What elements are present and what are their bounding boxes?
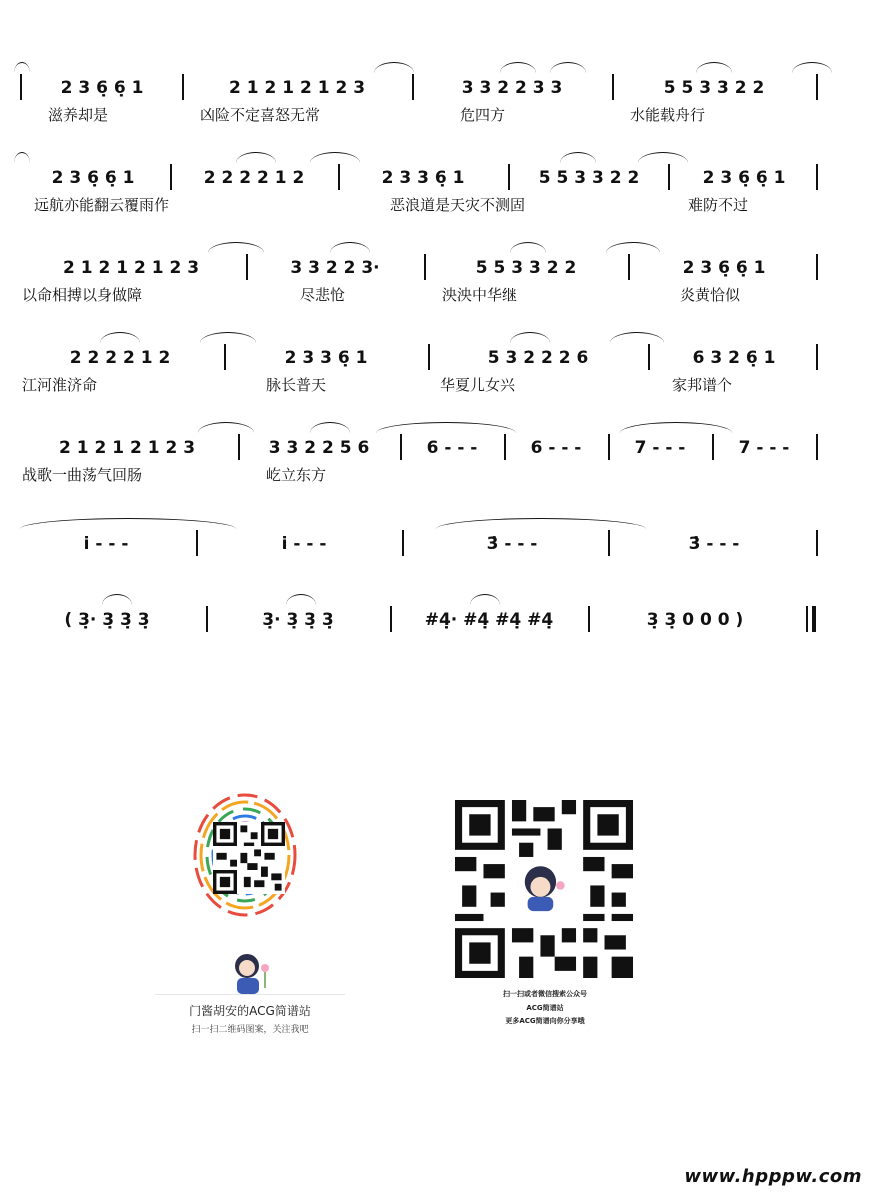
tie (500, 62, 536, 73)
wechat-qr-icon (455, 800, 633, 978)
tie (550, 62, 586, 73)
fingerprint-card (155, 780, 345, 1080)
barline (508, 164, 510, 190)
notes-row-2 (20, 166, 820, 190)
qr-caption: 扫一扫或者微信搜索公众号 (503, 990, 587, 998)
lyric: 远航亦能翻云覆雨作 (34, 196, 170, 214)
lyric: 难防不过 (688, 196, 749, 214)
barline (182, 74, 184, 100)
notes-row-7 (20, 608, 820, 632)
tie (620, 422, 732, 433)
site-subtitle: 扫一扫二维码图案，关注我吧 (191, 1025, 309, 1035)
barline (816, 344, 818, 370)
barline (648, 344, 650, 370)
tie (310, 422, 350, 433)
tie (102, 594, 132, 605)
barline (668, 164, 670, 190)
tie (436, 518, 646, 529)
lyric: 泱泱中华继 (442, 286, 518, 304)
tie (14, 62, 30, 73)
mascot-icon (227, 948, 273, 996)
barline (588, 606, 590, 632)
staff-line-3 (20, 256, 820, 306)
lyrics-row-5 (20, 464, 820, 486)
measure: 2 3 6̣ 6̣ 1 (702, 168, 786, 188)
divider (155, 994, 345, 995)
qr-code-icon (213, 822, 285, 894)
staff-line-4 (20, 346, 820, 396)
lyric: 滋养却是 (48, 106, 109, 124)
site-title: 门酱胡安的ACG简谱站 (189, 1004, 311, 1018)
lyric: 凶险不定喜怒无常 (200, 106, 321, 124)
lyric: 水能载舟行 (630, 106, 706, 124)
lyric: 脉长普天 (266, 376, 327, 394)
tie (376, 422, 516, 433)
measure: 2 2 2 2 1 2 (203, 168, 305, 188)
notes-row-6 (20, 532, 820, 556)
barline (238, 434, 240, 460)
lyric: 尽悲怆 (300, 286, 346, 304)
qr-caption: 更多ACG简谱向你分享哦 (505, 1017, 585, 1025)
qr-caption: ACG简谱站 (526, 1004, 564, 1012)
barline (612, 74, 614, 100)
tie (20, 518, 236, 529)
tie (208, 242, 264, 253)
lyrics-row-1 (20, 104, 820, 126)
barline (816, 434, 818, 460)
staff-line-7 (20, 608, 820, 632)
tie (200, 332, 256, 343)
barline (246, 254, 248, 280)
tie (610, 332, 664, 343)
measure: 6 3 2 6̣ 1 (692, 348, 776, 368)
measure: 3 3 2 2 5 6 (268, 438, 370, 458)
lyric: 华夏儿女兴 (440, 376, 516, 394)
tie (14, 152, 30, 163)
measure: 3̇ - - - (486, 534, 538, 554)
barline (338, 164, 340, 190)
tie (330, 242, 370, 253)
notes-row-5 (20, 436, 820, 460)
tie (638, 152, 688, 163)
lyric: 屹立东方 (266, 466, 327, 484)
tie (560, 152, 596, 163)
wechat-qr-card (455, 800, 635, 1060)
measure: 3̇ - - - (688, 534, 740, 554)
notes-row-1 (20, 76, 820, 100)
barline (428, 344, 430, 370)
barline (608, 434, 610, 460)
measure: 5 5 3 3 2 2 (663, 78, 765, 98)
barline (806, 606, 808, 632)
measure: 5 5 3 3 2 2 (538, 168, 640, 188)
lyric: 恶浪道是天灾不测固 (390, 196, 526, 214)
measure: 7 - - - (738, 438, 790, 458)
lyric: 家邦谱个 (672, 376, 733, 394)
barline (424, 254, 426, 280)
barline (608, 530, 610, 556)
staff-line-2 (20, 166, 820, 216)
measure: ( 3̣· 3̣ 3̣ 3̣ (64, 610, 150, 630)
tie (236, 152, 276, 163)
lyric: 以命相搏以身做障 (22, 286, 143, 304)
barline (628, 254, 630, 280)
tie (696, 62, 732, 73)
measure: i - - - (281, 534, 327, 554)
tie (606, 242, 660, 253)
barline (402, 530, 404, 556)
measure: 2 1 2 1 2 1 2 3 (62, 258, 200, 278)
tie (374, 62, 414, 73)
lyrics-row-4 (20, 374, 820, 396)
barline (224, 344, 226, 370)
tie (470, 594, 500, 605)
measure: 6 - - - (426, 438, 478, 458)
barline (712, 434, 714, 460)
measure: 7 - - - (634, 438, 686, 458)
measure: 6 - - - (530, 438, 582, 458)
lyric: 战歌一曲荡气回肠 (22, 466, 143, 484)
barline (816, 74, 818, 100)
tie (198, 422, 254, 433)
barline (196, 530, 198, 556)
lyric: 危四方 (460, 106, 506, 124)
tie (510, 332, 550, 343)
lyric: 江河淮济命 (22, 376, 98, 394)
barline (206, 606, 208, 632)
lyrics-row-2 (20, 194, 820, 216)
measure: 5 3 2 2 2 6 (487, 348, 589, 368)
notes-row-3 (20, 256, 820, 280)
tie (310, 152, 360, 163)
measure: 3 3 2 2 3 3 (461, 78, 563, 98)
barline (816, 254, 818, 280)
measure: 2 1 2 1 2 1 2 3 (58, 438, 196, 458)
measure: 2 3 6̣ 6̣ 1 (51, 168, 135, 188)
measure: 2 3 3 6̣ 1 (381, 168, 465, 188)
tie (286, 594, 316, 605)
measure: 5 5 3 3 2 2 (475, 258, 577, 278)
measure: 2 1 2 1 2 1 2 3 (228, 78, 366, 98)
measure: #4̣· #4̣ #4̣ #4̣ (424, 610, 554, 630)
notes-row-4 (20, 346, 820, 370)
barline (816, 164, 818, 190)
measure: 3̣ 3̣ 0 0 0 ) (646, 610, 744, 630)
staff-line-1 (20, 76, 820, 126)
lyrics-row-3 (20, 284, 820, 306)
final-barline (812, 606, 816, 632)
barline (20, 74, 22, 100)
measure: 3̣· 3̣ 3̣ 3̣ (262, 610, 334, 630)
barline (412, 74, 414, 100)
barline (390, 606, 392, 632)
staff-line-5 (20, 436, 820, 486)
barline (400, 434, 402, 460)
lyric: 炎黄恰似 (680, 286, 741, 304)
site-watermark: www.hpppw.com (684, 1166, 862, 1187)
measure: 2 3 6̣ 6̣ 1 (60, 78, 144, 98)
tie (100, 332, 140, 343)
barline (170, 164, 172, 190)
barline (816, 530, 818, 556)
barline (504, 434, 506, 460)
measure: 2 3 6̣ 6̣ 1 (682, 258, 766, 278)
footer-promo (0, 760, 888, 1080)
tie (792, 62, 832, 73)
measure: 2 2 2 2 1 2 (69, 348, 171, 368)
measure: 2 3 3 6̣ 1 (284, 348, 368, 368)
measure: 3 3 2 2 3· (290, 258, 380, 278)
tie (510, 242, 546, 253)
measure: i - - - (83, 534, 129, 554)
staff-line-6 (20, 532, 820, 556)
